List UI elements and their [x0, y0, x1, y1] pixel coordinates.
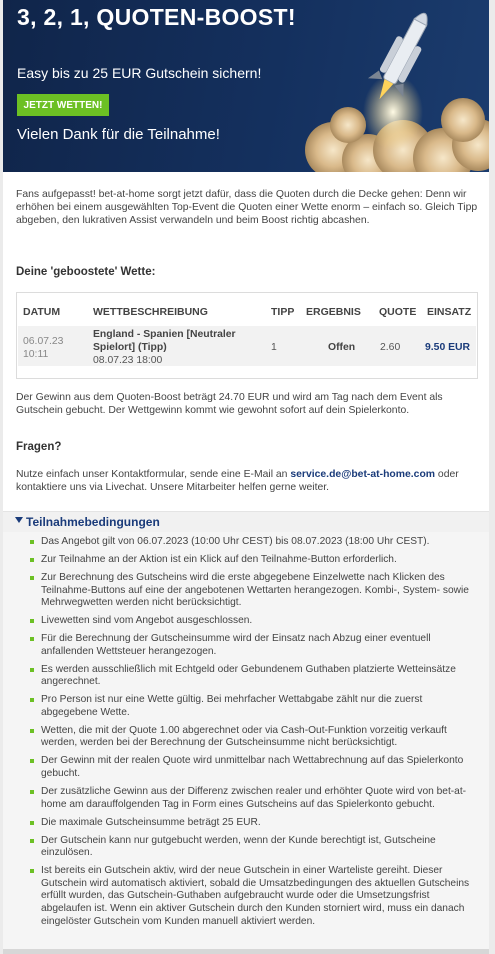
- list-item: Das Angebot gilt von 06.07.2023 (10:00 Uhr CEST) bis 08.07.2023 (18:00 Uhr CEST).: [3, 536, 489, 549]
- col-beschreibung: WETTBESCHREIBUNG: [93, 306, 208, 318]
- faq-text-before: Nutze einfach unser Kontaktformular, sende eine E-Mail an: [16, 469, 291, 480]
- faq-title: Fragen?: [16, 441, 62, 453]
- cell-einsatz: 9.50 EUR: [425, 342, 471, 353]
- list-item: Der Gutschein kann nur gutgebucht werden, wenn der Kunde berechtigt ist, Gutscheine einzulösen.: [3, 835, 489, 860]
- terms-list: [3, 532, 489, 954]
- cell-tipp: 1: [271, 342, 277, 353]
- list-item: Wetten, die mit der Quote 1.00 abgerechnet oder via Cash-Out-Funktion vorzeitig verkauft werden, werden bei der Berechnung der Gutscheinsumme nicht berücksichtigt.: [3, 725, 489, 750]
- list-item: Die maximale Gutscheinsumme beträgt 25 EUR.: [3, 817, 489, 830]
- promo-content: [16, 188, 478, 227]
- faq-text-after: kontaktiere uns via Livechat. Unsere Mitarbeiter helfen gerne weiter.: [16, 482, 330, 493]
- gewinn-text: Der Gewinn aus dem Quoten-Boost beträgt 24.70 EUR und wird am Tag nach dem Event als Gutschein gebucht. Der Wettgewinn kommt wie gewohnt sofort auf dein Spielerkonto.: [16, 392, 443, 416]
- list-item: Der Gewinn mit der realen Quote wird unmittelbar nach Wettabrechnung auf das Spielerkonto gebucht.: [3, 755, 489, 780]
- col-tipp: TIPP: [271, 306, 295, 318]
- bet-table: [16, 292, 478, 379]
- cell-ergebnis: Offen: [328, 342, 356, 353]
- cell-datum-time: 10:11: [23, 349, 49, 360]
- banner-subtitle: Easy bis zu 25 EUR Gutschein sichern!: [17, 65, 262, 81]
- list-item: Livewetten sind vom Angebot ausgeschlossen.: [3, 615, 489, 628]
- terms-toggle[interactable]: [3, 511, 489, 533]
- terms-title: Teilnahmebedingungen: [26, 515, 160, 529]
- rocket-launch-icon: [303, 0, 489, 172]
- col-datum: DATUM: [23, 306, 61, 318]
- col-einsatz: EINSATZ: [427, 306, 472, 318]
- list-item: Für die Berechnung der Gutscheinsumme wird der Einsatz nach Abzug einer eventuell anfallenden Wettsteuer herangezogen.: [3, 633, 489, 658]
- list-item: Es werden ausschließlich mit Echtgeld oder Gebundenem Guthaben platzierte Wetteinsätze angerechnet.: [3, 664, 489, 689]
- bet-section-title: Deine 'geboostete' Wette:: [16, 266, 156, 278]
- faq-text-mid: oder: [435, 469, 459, 480]
- table-row: [18, 326, 476, 366]
- faq-text: [16, 468, 486, 494]
- caret-down-icon: [15, 517, 23, 523]
- banner-title: 3, 2, 1, QUOTEN-BOOST!: [17, 4, 296, 30]
- promo-banner: [3, 0, 489, 172]
- list-item: Zur Berechnung des Gutscheins wird die erste abgegebene Einzelwette nach Klicken des Teilnahme-Buttons auf eine der angebotenen Wettarten herangezogen. Kombi-, System- sowie Mehrwegwetten werden nicht berücksichtigt.: [3, 572, 489, 610]
- cell-event-line1: England - Spanien [Neutraler: [93, 329, 236, 340]
- col-quote: QUOTE: [379, 306, 417, 318]
- intro-text: Fans aufgepasst! bet-at-home sorgt jetzt dafür, dass die Quoten durch die Decke gehen: Denn wir erhöhen bei einem ausgewählten Top-Event die Quoten einer Wette enorm – einfach so. Gleich Tipp abgeben, den lukrativen Assist verwandeln und beim Boost richtig abcashen.: [16, 189, 478, 226]
- list-item: Ist bereits ein Gutschein aktiv, wird der neue Gutschein in einer Warteliste gereiht. Dieser Gutschein wird automatisch aktiviert, sobald die Umsatzbedingungen des aktuellen Gutscheins erfüllt wurden, das Gutschein-Guthaben aufgebraucht wurde oder die Umsetzungsfrist abgelaufen ist. Wenn ein aktiver Gutschein durch den Kunden storniert wird, muss ein danach eingelöster Gutschein vom Kunden manuell aktiviert werden.: [3, 865, 489, 928]
- cell-event-line2: Spielort] (Tipp): [93, 342, 167, 353]
- promo-page: [3, 0, 489, 954]
- cell-event-time: 08.07.23 18:00: [93, 355, 163, 366]
- bet-now-button[interactable]: JETZT WETTEN!: [17, 94, 109, 116]
- list-item: Zur Teilnahme an der Aktion ist ein Klick auf den Teilnahme-Button erforderlich.: [3, 554, 489, 567]
- horizontal-scrollbar[interactable]: [3, 949, 489, 954]
- support-email-link[interactable]: service.de@bet-at-home.com: [290, 469, 436, 480]
- list-item: Pro Person ist nur eine Wette gültig. Bei mehrfacher Wettabgabe zählt nur die zuerst abgegebene Wette.: [3, 694, 489, 719]
- list-item: Der zusätzliche Gewinn aus der Differenz zwischen realer und erhöhter Quote wird von bet-at-home am darauffolgenden Tag in Form eines Gutscheins auf das Spielerkonto gebucht.: [3, 786, 489, 811]
- cell-datum-date: 06.07.23: [23, 336, 64, 347]
- cell-quote: 2.60: [380, 342, 401, 353]
- thanks-message: Vielen Dank für die Teilnahme!: [17, 126, 220, 143]
- col-ergebnis: ERGEBNIS: [306, 306, 361, 318]
